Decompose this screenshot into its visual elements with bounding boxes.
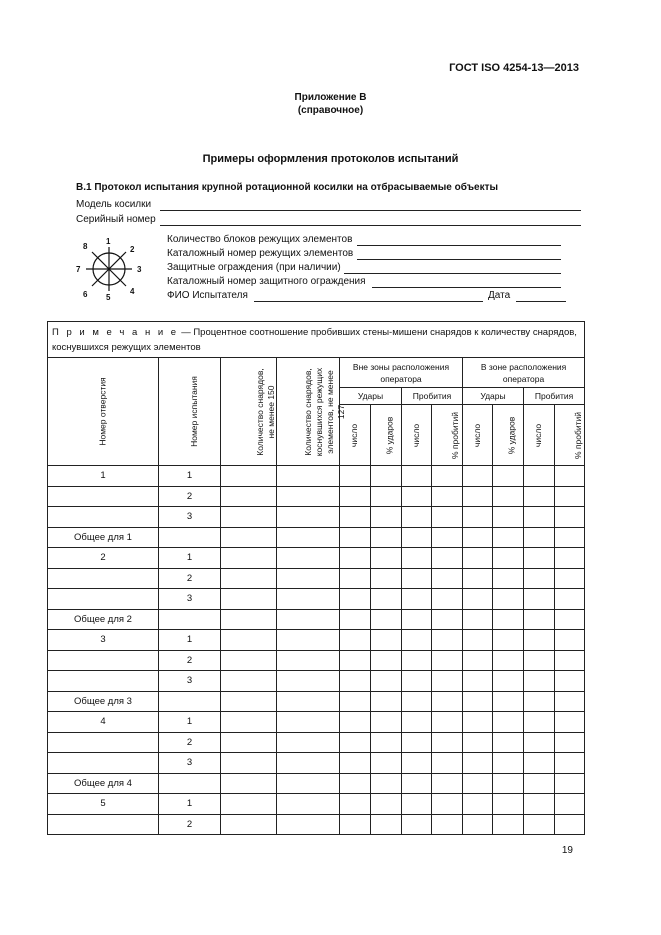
value-cell[interactable] [402, 466, 432, 487]
value-cell[interactable] [221, 486, 277, 507]
inside-hits-number: число [463, 405, 493, 466]
table-row [48, 691, 585, 712]
table-row [48, 486, 585, 507]
hole-cell[interactable] [48, 732, 159, 753]
value-cell[interactable] [371, 732, 402, 753]
inside-pen-number: число [524, 405, 555, 466]
test-cell[interactable]: 2 [159, 650, 221, 671]
catalog-label: Каталожный номер режущих элементов [167, 248, 354, 259]
table-row [48, 753, 585, 774]
value-cell[interactable] [340, 507, 371, 528]
value-cell[interactable] [432, 753, 463, 774]
value-cell[interactable] [340, 691, 371, 712]
table-row [48, 466, 585, 487]
hole-cell[interactable]: Общее для 2 [48, 609, 159, 630]
table-row [48, 630, 585, 651]
value-cell[interactable] [524, 814, 555, 835]
guard-catalog-line [372, 287, 561, 288]
value-cell[interactable] [555, 773, 585, 794]
value-cell[interactable] [371, 548, 402, 569]
value-cell[interactable] [524, 650, 555, 671]
date-line [516, 301, 566, 302]
value-cell[interactable] [221, 466, 277, 487]
value-cell[interactable] [555, 671, 585, 692]
note-lead: П р и м е ч а н и е [52, 327, 179, 338]
value-cell[interactable] [402, 589, 432, 610]
figure-label-3: 3 [137, 265, 142, 274]
value-cell[interactable] [277, 609, 340, 630]
figure-label-7: 7 [76, 265, 81, 274]
test-cell[interactable]: 3 [159, 753, 221, 774]
inside-pen-header: Пробития [524, 388, 585, 405]
guards-line [344, 273, 561, 274]
value-cell[interactable] [340, 630, 371, 651]
hole-cell[interactable]: 2 [48, 548, 159, 569]
value-cell[interactable] [371, 609, 402, 630]
test-cell[interactable]: 1 [159, 548, 221, 569]
value-cell[interactable] [524, 609, 555, 630]
value-cell[interactable] [277, 794, 340, 815]
value-cell[interactable] [221, 548, 277, 569]
value-cell[interactable] [555, 507, 585, 528]
test-cell[interactable]: 3 [159, 589, 221, 610]
standard-header: ГОСТ ISO 4254-13—2013 [449, 62, 579, 74]
value-cell[interactable] [277, 650, 340, 671]
value-cell[interactable] [402, 486, 432, 507]
value-cell[interactable] [371, 486, 402, 507]
value-cell[interactable] [340, 671, 371, 692]
value-cell[interactable] [432, 630, 463, 651]
value-cell[interactable] [340, 548, 371, 569]
value-cell[interactable] [402, 753, 432, 774]
value-cell[interactable] [463, 671, 493, 692]
value-cell[interactable] [340, 712, 371, 733]
value-cell[interactable] [277, 814, 340, 835]
value-cell[interactable] [555, 650, 585, 671]
test-cell[interactable]: 3 [159, 507, 221, 528]
test-cell[interactable]: 3 [159, 671, 221, 692]
value-cell[interactable] [493, 671, 524, 692]
value-cell[interactable] [402, 794, 432, 815]
test-cell[interactable]: 1 [159, 466, 221, 487]
value-cell[interactable] [493, 732, 524, 753]
tester-label: ФИО Испытателя [167, 290, 248, 301]
value-cell[interactable] [340, 794, 371, 815]
outside-pen-pct: % пробитий [432, 405, 463, 466]
hole-cell[interactable] [48, 814, 159, 835]
value-cell[interactable] [340, 753, 371, 774]
outside-hits-pct: % ударов [371, 405, 402, 466]
hole-cell[interactable] [48, 507, 159, 528]
inside-pen-pct: % пробитий [555, 405, 585, 466]
value-cell[interactable] [524, 712, 555, 733]
value-cell[interactable] [524, 794, 555, 815]
value-cell[interactable] [402, 527, 432, 548]
page-number: 19 [561, 845, 573, 856]
test-cell[interactable] [159, 527, 221, 548]
value-cell[interactable] [277, 773, 340, 794]
value-cell[interactable] [277, 691, 340, 712]
inside-hits-header: Удары [463, 388, 524, 405]
value-cell[interactable] [432, 732, 463, 753]
group-outside-header: Вне зоны расположения оператора [340, 358, 463, 388]
table-row [48, 568, 585, 589]
inside-hits-pct: % ударов [493, 405, 524, 466]
value-cell[interactable] [493, 630, 524, 651]
value-cell[interactable] [524, 466, 555, 487]
value-cell[interactable] [371, 794, 402, 815]
value-cell[interactable] [493, 814, 524, 835]
value-cell[interactable] [340, 486, 371, 507]
value-cell[interactable] [277, 527, 340, 548]
group-inside-header: В зоне расположения оператора [463, 358, 585, 388]
value-cell[interactable] [463, 466, 493, 487]
value-cell[interactable] [524, 732, 555, 753]
value-cell[interactable] [371, 507, 402, 528]
value-cell[interactable] [493, 527, 524, 548]
guards-label: Защитные ограждения (при наличии) [167, 262, 341, 273]
value-cell[interactable] [555, 794, 585, 815]
value-cell[interactable] [277, 589, 340, 610]
value-cell[interactable] [432, 671, 463, 692]
value-cell[interactable] [221, 609, 277, 630]
value-cell[interactable] [432, 589, 463, 610]
value-cell[interactable] [221, 507, 277, 528]
value-cell[interactable] [340, 732, 371, 753]
value-cell[interactable] [555, 691, 585, 712]
value-cell[interactable] [221, 650, 277, 671]
value-cell[interactable] [463, 609, 493, 630]
value-cell[interactable] [493, 691, 524, 712]
value-cell[interactable] [493, 548, 524, 569]
figure-label-1: 1 [106, 238, 111, 246]
value-cell[interactable] [493, 507, 524, 528]
test-cell[interactable]: 1 [159, 630, 221, 651]
figure-label-6: 6 [83, 290, 88, 299]
value-cell[interactable] [432, 548, 463, 569]
value-cell[interactable] [493, 589, 524, 610]
value-cell[interactable] [555, 486, 585, 507]
value-cell[interactable] [463, 814, 493, 835]
value-cell[interactable] [524, 773, 555, 794]
value-cell[interactable] [493, 753, 524, 774]
value-cell[interactable] [371, 753, 402, 774]
figure-label-2: 2 [130, 245, 135, 254]
value-cell[interactable] [524, 568, 555, 589]
tester-line [254, 301, 483, 302]
value-cell[interactable] [402, 814, 432, 835]
value-cell[interactable] [340, 650, 371, 671]
value-cell[interactable] [371, 671, 402, 692]
hole-cell[interactable] [48, 671, 159, 692]
value-cell[interactable] [371, 466, 402, 487]
value-cell[interactable] [221, 794, 277, 815]
value-cell[interactable] [493, 568, 524, 589]
value-cell[interactable] [493, 794, 524, 815]
value-cell[interactable] [277, 548, 340, 569]
test-results-table [47, 321, 585, 835]
value-cell[interactable] [493, 773, 524, 794]
value-cell[interactable] [402, 630, 432, 651]
hole-cell[interactable]: Общее для 3 [48, 691, 159, 712]
test-cell[interactable] [159, 773, 221, 794]
value-cell[interactable] [555, 814, 585, 835]
value-cell[interactable] [555, 712, 585, 733]
figure-label-4: 4 [130, 287, 135, 296]
value-cell[interactable] [463, 650, 493, 671]
value-cell[interactable] [402, 548, 432, 569]
hole-cell[interactable]: 4 [48, 712, 159, 733]
table-row [48, 507, 585, 528]
value-cell[interactable] [524, 507, 555, 528]
hole-cell[interactable] [48, 589, 159, 610]
serial-line [160, 225, 581, 226]
outside-pen-header: Пробития [402, 388, 463, 405]
table-row [48, 527, 585, 548]
hole-cell[interactable]: Общее для 4 [48, 773, 159, 794]
value-cell[interactable] [221, 753, 277, 774]
blocks-line [357, 245, 561, 246]
table-note [48, 322, 585, 358]
appendix-subtitle: (справочное) [297, 105, 364, 116]
table-row [48, 671, 585, 692]
value-cell[interactable] [432, 773, 463, 794]
value-cell[interactable] [463, 773, 493, 794]
value-cell[interactable] [524, 486, 555, 507]
value-cell[interactable] [493, 650, 524, 671]
blocks-label: Количество блоков режущих элементов [167, 234, 353, 245]
hole-cell[interactable] [48, 753, 159, 774]
value-cell[interactable] [524, 548, 555, 569]
cutter-diagram [76, 238, 146, 300]
outside-hits-number: число [340, 405, 371, 466]
value-cell[interactable] [463, 507, 493, 528]
table-row [48, 650, 585, 671]
value-cell[interactable] [371, 773, 402, 794]
value-cell[interactable] [371, 568, 402, 589]
value-cell[interactable] [432, 466, 463, 487]
table-row [48, 794, 585, 815]
table-row [48, 773, 585, 794]
table-row [48, 712, 585, 733]
value-cell[interactable] [524, 589, 555, 610]
value-cell[interactable] [493, 609, 524, 630]
test-cell[interactable]: 2 [159, 814, 221, 835]
value-cell[interactable] [432, 814, 463, 835]
value-cell[interactable] [432, 568, 463, 589]
value-cell[interactable] [555, 630, 585, 651]
value-cell[interactable] [463, 527, 493, 548]
value-cell[interactable] [432, 794, 463, 815]
value-cell[interactable] [463, 548, 493, 569]
value-cell[interactable] [221, 691, 277, 712]
hole-cell[interactable]: 3 [48, 630, 159, 651]
value-cell[interactable] [463, 732, 493, 753]
value-cell[interactable] [432, 507, 463, 528]
test-cell[interactable]: 2 [159, 732, 221, 753]
value-cell[interactable] [340, 773, 371, 794]
test-cell[interactable] [159, 609, 221, 630]
note-text: — Процентное соотношение пробивших стены-мишени снарядов к количеству снарядов, коснувшихся режущих элементов [52, 327, 577, 353]
hole-cell[interactable] [48, 650, 159, 671]
value-cell[interactable] [221, 732, 277, 753]
table-row [48, 609, 585, 630]
hole-cell[interactable] [48, 568, 159, 589]
value-cell[interactable] [524, 691, 555, 712]
value-cell[interactable] [221, 589, 277, 610]
value-cell[interactable] [402, 691, 432, 712]
value-cell[interactable] [371, 527, 402, 548]
main-title: Примеры оформления протоколов испытаний [202, 153, 459, 165]
test-cell[interactable]: 1 [159, 712, 221, 733]
value-cell[interactable] [277, 753, 340, 774]
value-cell[interactable] [277, 486, 340, 507]
hole-cell[interactable]: 1 [48, 466, 159, 487]
figure-label-8: 8 [83, 242, 88, 251]
col-count127-header: Количество снарядов, коснувшихся режущих элементов, не менее 127 [277, 358, 340, 466]
value-cell[interactable] [371, 589, 402, 610]
value-cell[interactable] [432, 527, 463, 548]
hole-cell[interactable]: Общее для 1 [48, 527, 159, 548]
value-cell[interactable] [555, 527, 585, 548]
value-cell[interactable] [340, 814, 371, 835]
figure-label-5: 5 [106, 293, 111, 300]
value-cell[interactable] [277, 466, 340, 487]
test-cell[interactable]: 1 [159, 794, 221, 815]
serial-label: Серийный номер [76, 214, 156, 225]
guard-catalog-label: Каталожный номер защитного ограждения [167, 276, 366, 287]
value-cell[interactable] [402, 609, 432, 630]
date-label: Дата [488, 290, 511, 301]
value-cell[interactable] [555, 589, 585, 610]
value-cell[interactable] [371, 650, 402, 671]
outside-hits-header: Удары [340, 388, 402, 405]
value-cell[interactable] [432, 486, 463, 507]
value-cell[interactable] [463, 630, 493, 651]
value-cell[interactable] [402, 732, 432, 753]
value-cell[interactable] [555, 466, 585, 487]
value-cell[interactable] [463, 794, 493, 815]
table-body [48, 466, 585, 835]
col-test-header: Номер испытания [159, 358, 221, 466]
value-cell[interactable] [463, 568, 493, 589]
value-cell[interactable] [463, 589, 493, 610]
test-cell[interactable]: 2 [159, 486, 221, 507]
value-cell[interactable] [221, 671, 277, 692]
value-cell[interactable] [555, 568, 585, 589]
value-cell[interactable] [340, 609, 371, 630]
value-cell[interactable] [340, 527, 371, 548]
value-cell[interactable] [277, 630, 340, 651]
value-cell[interactable] [463, 486, 493, 507]
value-cell[interactable] [221, 568, 277, 589]
value-cell[interactable] [371, 814, 402, 835]
value-cell[interactable] [221, 527, 277, 548]
hole-cell[interactable]: 5 [48, 794, 159, 815]
value-cell[interactable] [221, 773, 277, 794]
test-cell[interactable]: 2 [159, 568, 221, 589]
col-hole-header: Номер отверстия [48, 358, 159, 466]
value-cell[interactable] [432, 691, 463, 712]
value-cell[interactable] [402, 712, 432, 733]
section-title: В.1 Протокол испытания крупной ротационной косилки на отбрасываемые объекты [76, 182, 499, 193]
value-cell[interactable] [524, 630, 555, 651]
appendix-title: Приложение В [294, 92, 367, 103]
value-cell[interactable] [463, 753, 493, 774]
value-cell[interactable] [340, 568, 371, 589]
table-row [48, 548, 585, 569]
value-cell[interactable] [371, 691, 402, 712]
value-cell[interactable] [371, 712, 402, 733]
value-cell[interactable] [402, 650, 432, 671]
value-cell[interactable] [524, 671, 555, 692]
value-cell[interactable] [493, 486, 524, 507]
value-cell[interactable] [221, 712, 277, 733]
value-cell[interactable] [371, 630, 402, 651]
value-cell[interactable] [402, 507, 432, 528]
table-row [48, 589, 585, 610]
value-cell[interactable] [277, 671, 340, 692]
value-cell[interactable] [402, 568, 432, 589]
value-cell[interactable] [493, 712, 524, 733]
model-label: Модель косилки [76, 199, 152, 210]
value-cell[interactable] [432, 609, 463, 630]
value-cell[interactable] [555, 753, 585, 774]
value-cell[interactable] [432, 650, 463, 671]
value-cell[interactable] [524, 753, 555, 774]
catalog-line [357, 259, 561, 260]
value-cell[interactable] [555, 732, 585, 753]
col-count150-header: Количество снарядов, не менее 150 [221, 358, 277, 466]
value-cell[interactable] [277, 568, 340, 589]
value-cell[interactable] [402, 773, 432, 794]
hole-cell[interactable] [48, 486, 159, 507]
value-cell[interactable] [555, 548, 585, 569]
value-cell[interactable] [463, 691, 493, 712]
value-cell[interactable] [340, 589, 371, 610]
test-cell[interactable] [159, 691, 221, 712]
value-cell[interactable] [277, 732, 340, 753]
value-cell[interactable] [221, 814, 277, 835]
value-cell[interactable] [402, 671, 432, 692]
value-cell[interactable] [432, 712, 463, 733]
model-line [160, 210, 581, 211]
value-cell[interactable] [524, 527, 555, 548]
value-cell[interactable] [221, 630, 277, 651]
value-cell[interactable] [340, 466, 371, 487]
table-row [48, 814, 585, 835]
outside-pen-number: число [402, 405, 432, 466]
value-cell[interactable] [555, 609, 585, 630]
value-cell[interactable] [277, 712, 340, 733]
value-cell[interactable] [277, 507, 340, 528]
table-row [48, 732, 585, 753]
value-cell[interactable] [493, 466, 524, 487]
value-cell[interactable] [463, 712, 493, 733]
